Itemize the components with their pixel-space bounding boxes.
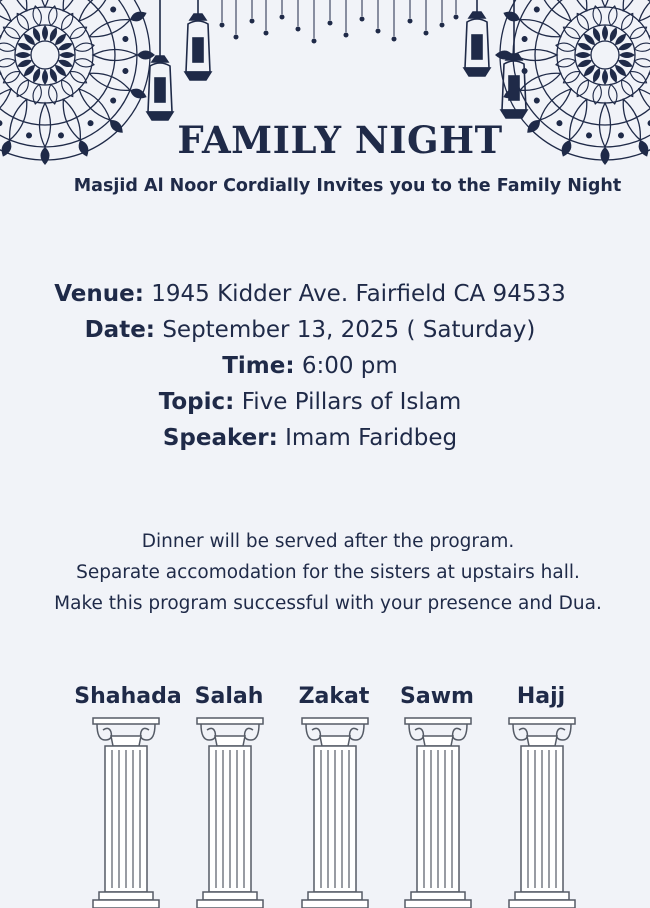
event-details (0, 276, 620, 456)
pillar-column-icon (401, 712, 475, 908)
hanging-stars-icon (222, 0, 456, 38)
date-row (0, 312, 620, 348)
speaker-row (0, 420, 620, 456)
pillar-label-zakat: Zakat (298, 684, 370, 709)
pillar-column-icon (505, 712, 579, 908)
topic-label: Topic: (158, 389, 235, 415)
pillar-column-icon (298, 712, 372, 908)
pillar-label-sawm: Sawm (400, 684, 474, 709)
venue-label: Venue: (54, 281, 144, 307)
time-value: 6:00 pm (301, 353, 398, 379)
venue-value: 1945 Kidder Ave. Fairfield CA 94533 (151, 281, 566, 307)
pillar-column-icon (89, 712, 163, 908)
lantern-icon (464, 0, 490, 76)
venue-row (0, 276, 620, 312)
hanging-lanterns-ornament (0, 0, 650, 130)
event-notes (0, 526, 650, 619)
time-label: Time: (222, 353, 295, 379)
lantern-icon (501, 0, 527, 118)
lantern-icon (185, 0, 211, 80)
event-title: FAMILY NIGHT (177, 118, 503, 162)
speaker-label: Speaker: (162, 425, 278, 451)
pillar-label-salah: Salah (194, 684, 264, 709)
speaker-value: Imam Faridbeg (285, 425, 458, 451)
note-line: Make this program successful with your presence and Dua. (54, 593, 602, 614)
pillar-label-shahada: Shahada (74, 684, 182, 709)
invite-subtitle: Masjid Al Noor Cordially Invites you to the Family Night (73, 176, 622, 196)
topic-row (0, 384, 620, 420)
date-label: Date: (84, 317, 155, 343)
pillar-column-icon (193, 712, 267, 908)
note-line: Separate accomodation for the sisters at upstairs hall. (76, 562, 580, 583)
lantern-icon (147, 0, 173, 120)
time-row (0, 348, 620, 384)
topic-value: Five Pillars of Islam (241, 389, 462, 415)
note-line: Dinner will be served after the program. (141, 531, 515, 552)
pillar-label-hajj: Hajj (516, 684, 566, 709)
date-value: September 13, 2025 ( Saturday) (162, 317, 536, 343)
